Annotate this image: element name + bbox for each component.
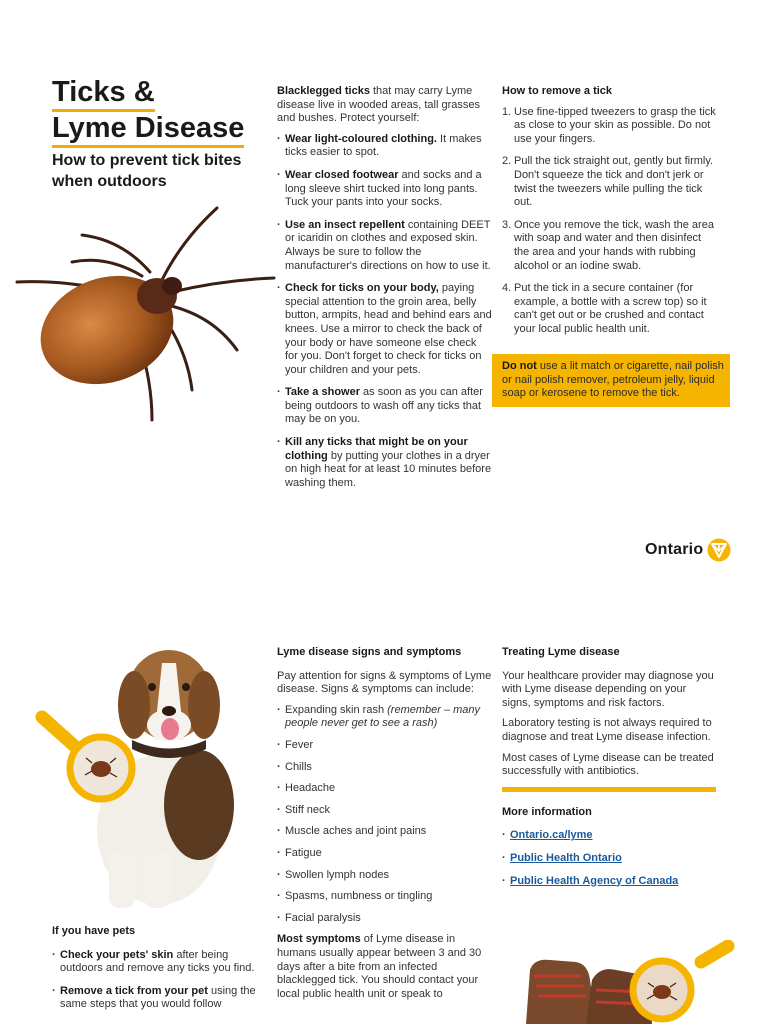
link-ontario-lyme[interactable]: Ontario.ca/lyme (510, 829, 593, 842)
treating-heading: Treating Lyme disease (502, 646, 620, 658)
trillium-icon (707, 538, 731, 562)
pets-list (52, 949, 264, 1012)
pets-section (52, 925, 264, 1021)
list-item: · Facial paralysis (277, 912, 492, 926)
list-item: · Chills (277, 761, 492, 775)
list-item: · Check your pets' skin after being outdoors and remove any ticks you find. (52, 949, 264, 976)
ontario-logo (645, 538, 731, 562)
title-line-2: Lyme Disease (52, 112, 244, 148)
list-item: · Fever (277, 739, 492, 753)
link-public-health-ontario[interactable]: Public Health Ontario (510, 851, 622, 864)
list-item (502, 829, 716, 843)
prevention-intro: Blacklegged ticks that may carry Lyme disease live in wooded areas, tall grasses and bushes. Protect yourself: (277, 85, 481, 125)
list-item: · Wear light-coloured clothing. It makes ticks easier to spot. (277, 133, 492, 160)
symptoms-timing: Most symptoms of Lyme disease in humans usually appear between 3 and 30 days after a bite from an infected blacklegged tick. You should contact your local public health unit or speak to (277, 933, 482, 1000)
list-item: · Headache (277, 782, 492, 796)
treating-paragraph: Most cases of Lyme disease can be treated successfully with antibiotics. (502, 751, 714, 778)
list-item: 1. Use fine-tipped tweezers to grasp the tick as close to your skin as possible. Do not use your fingers. (502, 105, 716, 145)
removal-section (502, 85, 717, 346)
removal-steps (502, 106, 717, 337)
link-public-health-agency-canada[interactable]: Public Health Agency of Canada (510, 874, 679, 887)
list-item (502, 852, 716, 866)
list-item: · Spasms, numbness or tingling (277, 890, 492, 904)
treating-paragraph: Your healthcare provider may diagnose you with Lyme disease depending on your signs, symptoms and risk factors. (502, 669, 714, 709)
list-item: 4. Put the tick in a secure container (for example, a bottle with a screw top) so it can't get out or be crushed and contact your local public health unit. (502, 282, 707, 335)
treating-paragraph: Laboratory testing is not always required to diagnose and treat Lyme disease infection. (502, 717, 712, 743)
pets-heading: If you have pets (52, 925, 136, 937)
list-item: · Kill any ticks that might be on your clothing by putting your clothes in a dryer on high heat for at least 10 minutes before washing them. (277, 436, 492, 490)
page-subtitle: How to prevent tick bites when outdoors (52, 152, 242, 190)
list-item: · Wear closed footwear and socks and a long sleeve shirt tucked into long pants. Tuck your pants into your socks. (277, 169, 492, 210)
warning-box: Do not use a lit match or cigarette, nail polish or nail polish remover, petroleum jelly, liquid soap or kerosene to remove the tick. (492, 354, 730, 407)
list-item: 3. Once you remove the tick, wash the area with soap and water and then disinfect the area and your hands with rubbing alcohol or an iodine swab. (502, 218, 714, 272)
more-info-heading: More information (502, 805, 592, 818)
tick-illustration (12, 200, 280, 430)
removal-heading: How to remove a tick (502, 85, 613, 97)
list-item: · Remove a tick from your pet using the same steps that you would follow (52, 985, 264, 1012)
list-item: · Take a shower as soon as you can after being outdoors to wash off any ticks that may be on you. (277, 386, 492, 427)
list-item: · Stiff neck (277, 804, 492, 818)
symptoms-heading: Lyme disease signs and symptoms (277, 646, 462, 658)
more-info-links (502, 829, 716, 888)
list-item: · Fatigue (277, 847, 492, 861)
symptoms-section (277, 646, 492, 1008)
prevention-list (277, 133, 492, 491)
list-item: · Expanding skin rash (remember – many people never get to see a rash) (277, 704, 492, 731)
list-item: · Swollen lymph nodes (277, 869, 492, 883)
list-item: 2. Pull the tick straight out, gently but firmly. Don't squeeze the tick and don't jerk or twist the tweezers while pulling the tick out. (502, 155, 714, 209)
prevention-section (277, 85, 492, 499)
treating-section (502, 646, 716, 897)
boots-with-magnifier-illustration (516, 940, 738, 1024)
symptoms-intro: Pay attention for signs & symptoms of Lyme disease. Signs & symptoms can include: (277, 669, 492, 696)
ontario-wordmark: Ontario (645, 541, 704, 559)
list-item: · Muscle aches and joint pains (277, 825, 492, 839)
list-item (502, 875, 716, 889)
title-line-1: Ticks & (52, 76, 155, 112)
dog-with-magnifier-illustration (34, 645, 264, 913)
page-title (52, 76, 244, 148)
section-divider (502, 787, 716, 792)
list-item: · Check for ticks on your body, paying special attention to the groin area, belly button, armpits, head and behind ears and knees. Use a mirror to check the back of your body or have someone else check for you. Don't forget to check for ticks on your children and your pets. (277, 282, 492, 377)
symptoms-list (277, 704, 492, 926)
list-item: · Use an insect repellent containing DEET or icaridin on clothes and exposed skin. Always be sure to follow the manufacturer's directions on how to use it. (277, 219, 492, 273)
